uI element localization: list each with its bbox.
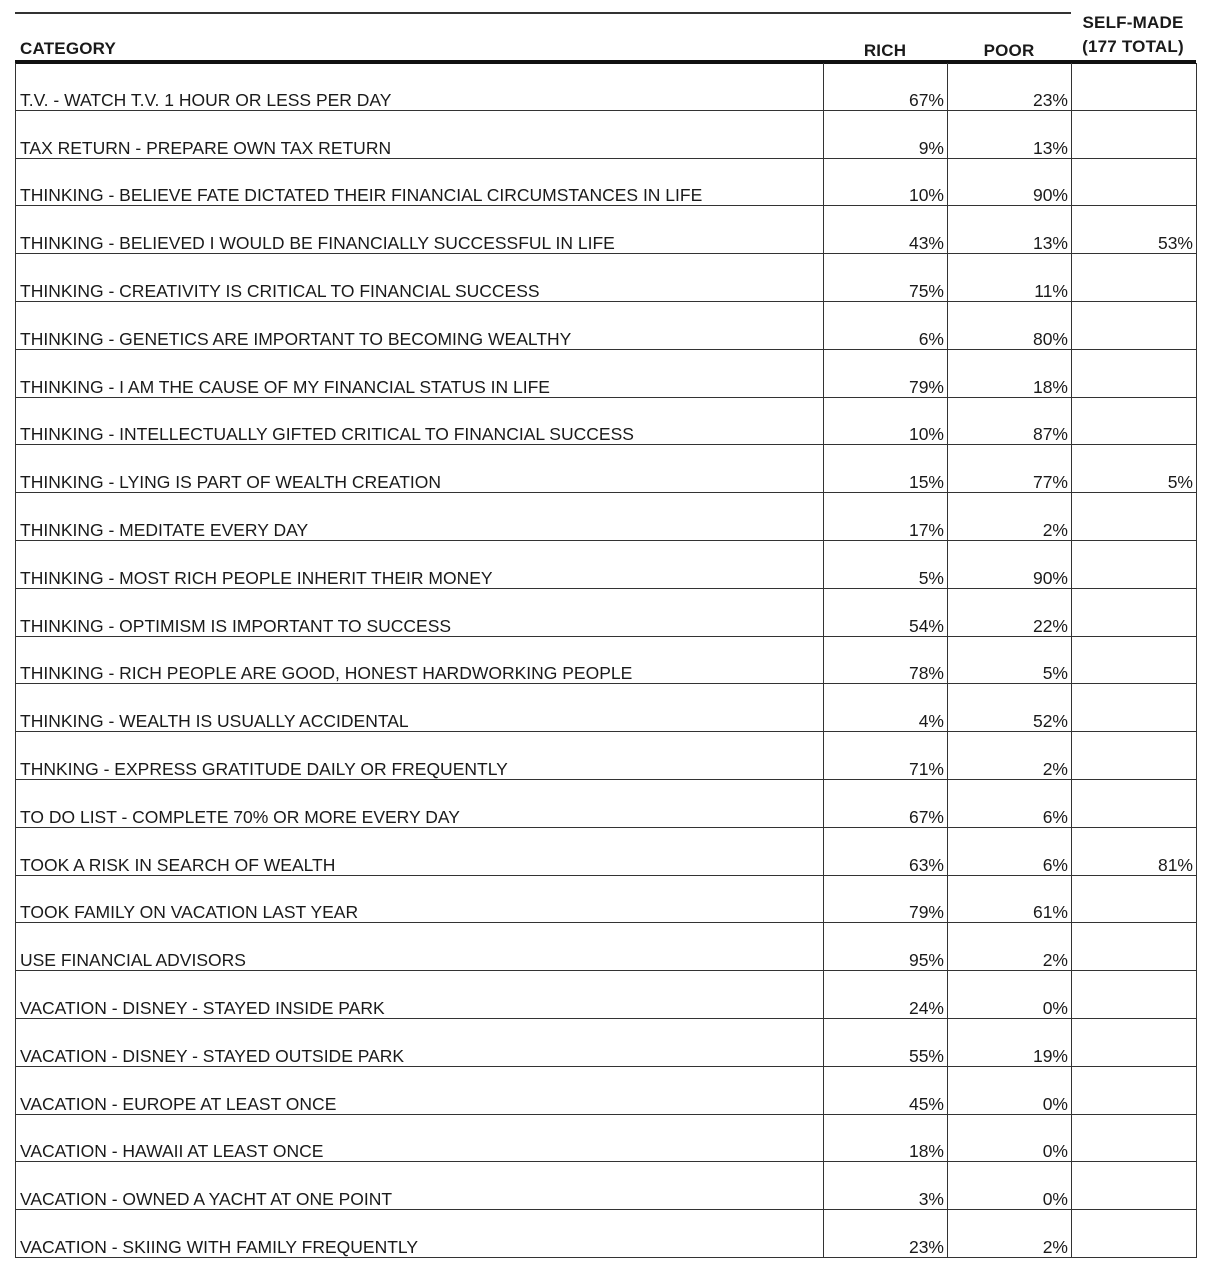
rich-cell: 43% bbox=[824, 206, 948, 254]
rich-cell: 15% bbox=[824, 445, 948, 493]
table-row bbox=[16, 1114, 1197, 1162]
poor-cell: 19% bbox=[948, 1018, 1072, 1066]
poor-cell: 2% bbox=[948, 1210, 1072, 1258]
self-made-cell bbox=[1072, 540, 1197, 588]
poor-cell: 0% bbox=[948, 1066, 1072, 1114]
table-row bbox=[16, 301, 1197, 349]
poor-cell: 11% bbox=[948, 254, 1072, 302]
poor-cell: 13% bbox=[948, 206, 1072, 254]
self-made-cell bbox=[1072, 110, 1197, 158]
self-made-cell bbox=[1072, 493, 1197, 541]
header-self-made-line2: (177 TOTAL) bbox=[1082, 37, 1184, 56]
table-row bbox=[16, 684, 1197, 732]
table-row bbox=[16, 636, 1197, 684]
rich-cell: 63% bbox=[824, 827, 948, 875]
category-cell: THINKING - I AM THE CAUSE OF MY FINANCIAL STATUS IN LIFE bbox=[16, 349, 824, 397]
rich-cell: 67% bbox=[824, 63, 948, 110]
category-cell: THINKING - LYING IS PART OF WEALTH CREATION bbox=[16, 445, 824, 493]
category-cell: THINKING - INTELLECTUALLY GIFTED CRITICAL TO FINANCIAL SUCCESS bbox=[16, 397, 824, 445]
poor-cell: 18% bbox=[948, 349, 1072, 397]
table-row bbox=[16, 923, 1197, 971]
header-category-label: CATEGORY bbox=[20, 39, 117, 58]
category-cell: TO DO LIST - COMPLETE 70% OR MORE EVERY DAY bbox=[16, 779, 824, 827]
self-made-cell bbox=[1072, 63, 1197, 110]
poor-cell: 5% bbox=[948, 636, 1072, 684]
poor-cell: 13% bbox=[948, 110, 1072, 158]
category-cell: USE FINANCIAL ADVISORS bbox=[16, 923, 824, 971]
category-cell: THINKING - OPTIMISM IS IMPORTANT TO SUCCESS bbox=[16, 588, 824, 636]
rich-cell: 17% bbox=[824, 493, 948, 541]
rich-cell: 45% bbox=[824, 1066, 948, 1114]
category-cell: VACATION - DISNEY - STAYED INSIDE PARK bbox=[16, 971, 824, 1019]
rich-cell: 67% bbox=[824, 779, 948, 827]
poor-cell: 0% bbox=[948, 1114, 1072, 1162]
category-cell: THINKING - GENETICS ARE IMPORTANT TO BECOMING WEALTHY bbox=[16, 301, 824, 349]
poor-cell: 0% bbox=[948, 971, 1072, 1019]
self-made-cell bbox=[1072, 1162, 1197, 1210]
poor-cell: 52% bbox=[948, 684, 1072, 732]
header-self-made-line1: SELF-MADE bbox=[1082, 13, 1184, 32]
poor-cell: 87% bbox=[948, 397, 1072, 445]
table-row bbox=[16, 1066, 1197, 1114]
category-cell: THINKING - RICH PEOPLE ARE GOOD, HONEST HARDWORKING PEOPLE bbox=[16, 636, 824, 684]
poor-cell: 6% bbox=[948, 779, 1072, 827]
rich-cell: 24% bbox=[824, 971, 948, 1019]
header-category bbox=[20, 12, 520, 62]
table-row bbox=[16, 827, 1197, 875]
category-cell: THINKING - BELIEVE FATE DICTATED THEIR FINANCIAL CIRCUMSTANCES IN LIFE bbox=[16, 158, 824, 206]
table-row bbox=[16, 206, 1197, 254]
self-made-cell bbox=[1072, 971, 1197, 1019]
table-body bbox=[16, 63, 1197, 1257]
category-cell: TOOK A RISK IN SEARCH OF WEALTH bbox=[16, 827, 824, 875]
rich-cell: 54% bbox=[824, 588, 948, 636]
category-cell: VACATION - HAWAII AT LEAST ONCE bbox=[16, 1114, 824, 1162]
rich-cell: 79% bbox=[824, 875, 948, 923]
poor-cell: 77% bbox=[948, 445, 1072, 493]
category-cell: VACATION - DISNEY - STAYED OUTSIDE PARK bbox=[16, 1018, 824, 1066]
self-made-cell bbox=[1072, 158, 1197, 206]
table-row bbox=[16, 349, 1197, 397]
poor-cell: 22% bbox=[948, 588, 1072, 636]
rich-cell: 10% bbox=[824, 397, 948, 445]
table-row bbox=[16, 779, 1197, 827]
category-cell: TAX RETURN - PREPARE OWN TAX RETURN bbox=[16, 110, 824, 158]
category-cell: THINKING - BELIEVED I WOULD BE FINANCIALLY SUCCESSFUL IN LIFE bbox=[16, 206, 824, 254]
poor-cell: 23% bbox=[948, 63, 1072, 110]
category-cell: THNKING - EXPRESS GRATITUDE DAILY OR FREQUENTLY bbox=[16, 732, 824, 780]
self-made-cell bbox=[1072, 636, 1197, 684]
poor-cell: 6% bbox=[948, 827, 1072, 875]
category-cell: T.V. - WATCH T.V. 1 HOUR OR LESS PER DAY bbox=[16, 63, 824, 110]
table-row bbox=[16, 63, 1197, 110]
poor-cell: 0% bbox=[948, 1162, 1072, 1210]
table-row bbox=[16, 732, 1197, 780]
self-made-cell bbox=[1072, 1210, 1197, 1258]
header-poor bbox=[947, 12, 1071, 62]
table-row bbox=[16, 397, 1197, 445]
category-cell: VACATION - SKIING WITH FAMILY FREQUENTLY bbox=[16, 1210, 824, 1258]
header-self-made bbox=[1071, 12, 1195, 62]
rich-cell: 6% bbox=[824, 301, 948, 349]
self-made-cell bbox=[1072, 1018, 1197, 1066]
rich-cell: 71% bbox=[824, 732, 948, 780]
category-cell: VACATION - OWNED A YACHT AT ONE POINT bbox=[16, 1162, 824, 1210]
rich-cell: 79% bbox=[824, 349, 948, 397]
self-made-cell bbox=[1072, 1114, 1197, 1162]
poor-cell: 61% bbox=[948, 875, 1072, 923]
self-made-cell bbox=[1072, 349, 1197, 397]
table-row bbox=[16, 875, 1197, 923]
category-cell: THINKING - MOST RICH PEOPLE INHERIT THEIR MONEY bbox=[16, 540, 824, 588]
table-row bbox=[16, 158, 1197, 206]
self-made-cell: 53% bbox=[1072, 206, 1197, 254]
rich-cell: 75% bbox=[824, 254, 948, 302]
rich-cell: 4% bbox=[824, 684, 948, 732]
self-made-cell bbox=[1072, 254, 1197, 302]
table-row bbox=[16, 971, 1197, 1019]
header-rich-label: RICH bbox=[863, 41, 907, 60]
self-made-cell bbox=[1072, 684, 1197, 732]
table-row bbox=[16, 254, 1197, 302]
poor-cell: 90% bbox=[948, 540, 1072, 588]
category-cell: THINKING - WEALTH IS USUALLY ACCIDENTAL bbox=[16, 684, 824, 732]
rich-cell: 18% bbox=[824, 1114, 948, 1162]
self-made-cell bbox=[1072, 923, 1197, 971]
table-row bbox=[16, 588, 1197, 636]
category-cell: THINKING - CREATIVITY IS CRITICAL TO FINANCIAL SUCCESS bbox=[16, 254, 824, 302]
poor-cell: 2% bbox=[948, 493, 1072, 541]
table-row bbox=[16, 110, 1197, 158]
data-table bbox=[15, 63, 1197, 1258]
category-cell: THINKING - MEDITATE EVERY DAY bbox=[16, 493, 824, 541]
rich-cell: 10% bbox=[824, 158, 948, 206]
table-row bbox=[16, 445, 1197, 493]
category-cell: VACATION - EUROPE AT LEAST ONCE bbox=[16, 1066, 824, 1114]
self-made-cell bbox=[1072, 732, 1197, 780]
table-row bbox=[16, 1018, 1197, 1066]
poor-cell: 90% bbox=[948, 158, 1072, 206]
self-made-cell bbox=[1072, 875, 1197, 923]
rich-cell: 55% bbox=[824, 1018, 948, 1066]
rich-cell: 9% bbox=[824, 110, 948, 158]
table-row bbox=[16, 1210, 1197, 1258]
self-made-cell bbox=[1072, 301, 1197, 349]
table-row bbox=[16, 540, 1197, 588]
self-made-cell: 81% bbox=[1072, 827, 1197, 875]
self-made-cell bbox=[1072, 397, 1197, 445]
self-made-cell bbox=[1072, 1066, 1197, 1114]
table-row bbox=[16, 1162, 1197, 1210]
rich-cell: 78% bbox=[824, 636, 948, 684]
self-made-cell: 5% bbox=[1072, 445, 1197, 493]
poor-cell: 2% bbox=[948, 732, 1072, 780]
rich-cell: 95% bbox=[824, 923, 948, 971]
header-rich bbox=[823, 12, 947, 62]
rich-cell: 23% bbox=[824, 1210, 948, 1258]
self-made-cell bbox=[1072, 779, 1197, 827]
category-cell: TOOK FAMILY ON VACATION LAST YEAR bbox=[16, 875, 824, 923]
poor-cell: 2% bbox=[948, 923, 1072, 971]
rich-cell: 5% bbox=[824, 540, 948, 588]
rich-cell: 3% bbox=[824, 1162, 948, 1210]
poor-cell: 80% bbox=[948, 301, 1072, 349]
header-poor-label: POOR bbox=[983, 41, 1035, 60]
table-row bbox=[16, 493, 1197, 541]
self-made-cell bbox=[1072, 588, 1197, 636]
